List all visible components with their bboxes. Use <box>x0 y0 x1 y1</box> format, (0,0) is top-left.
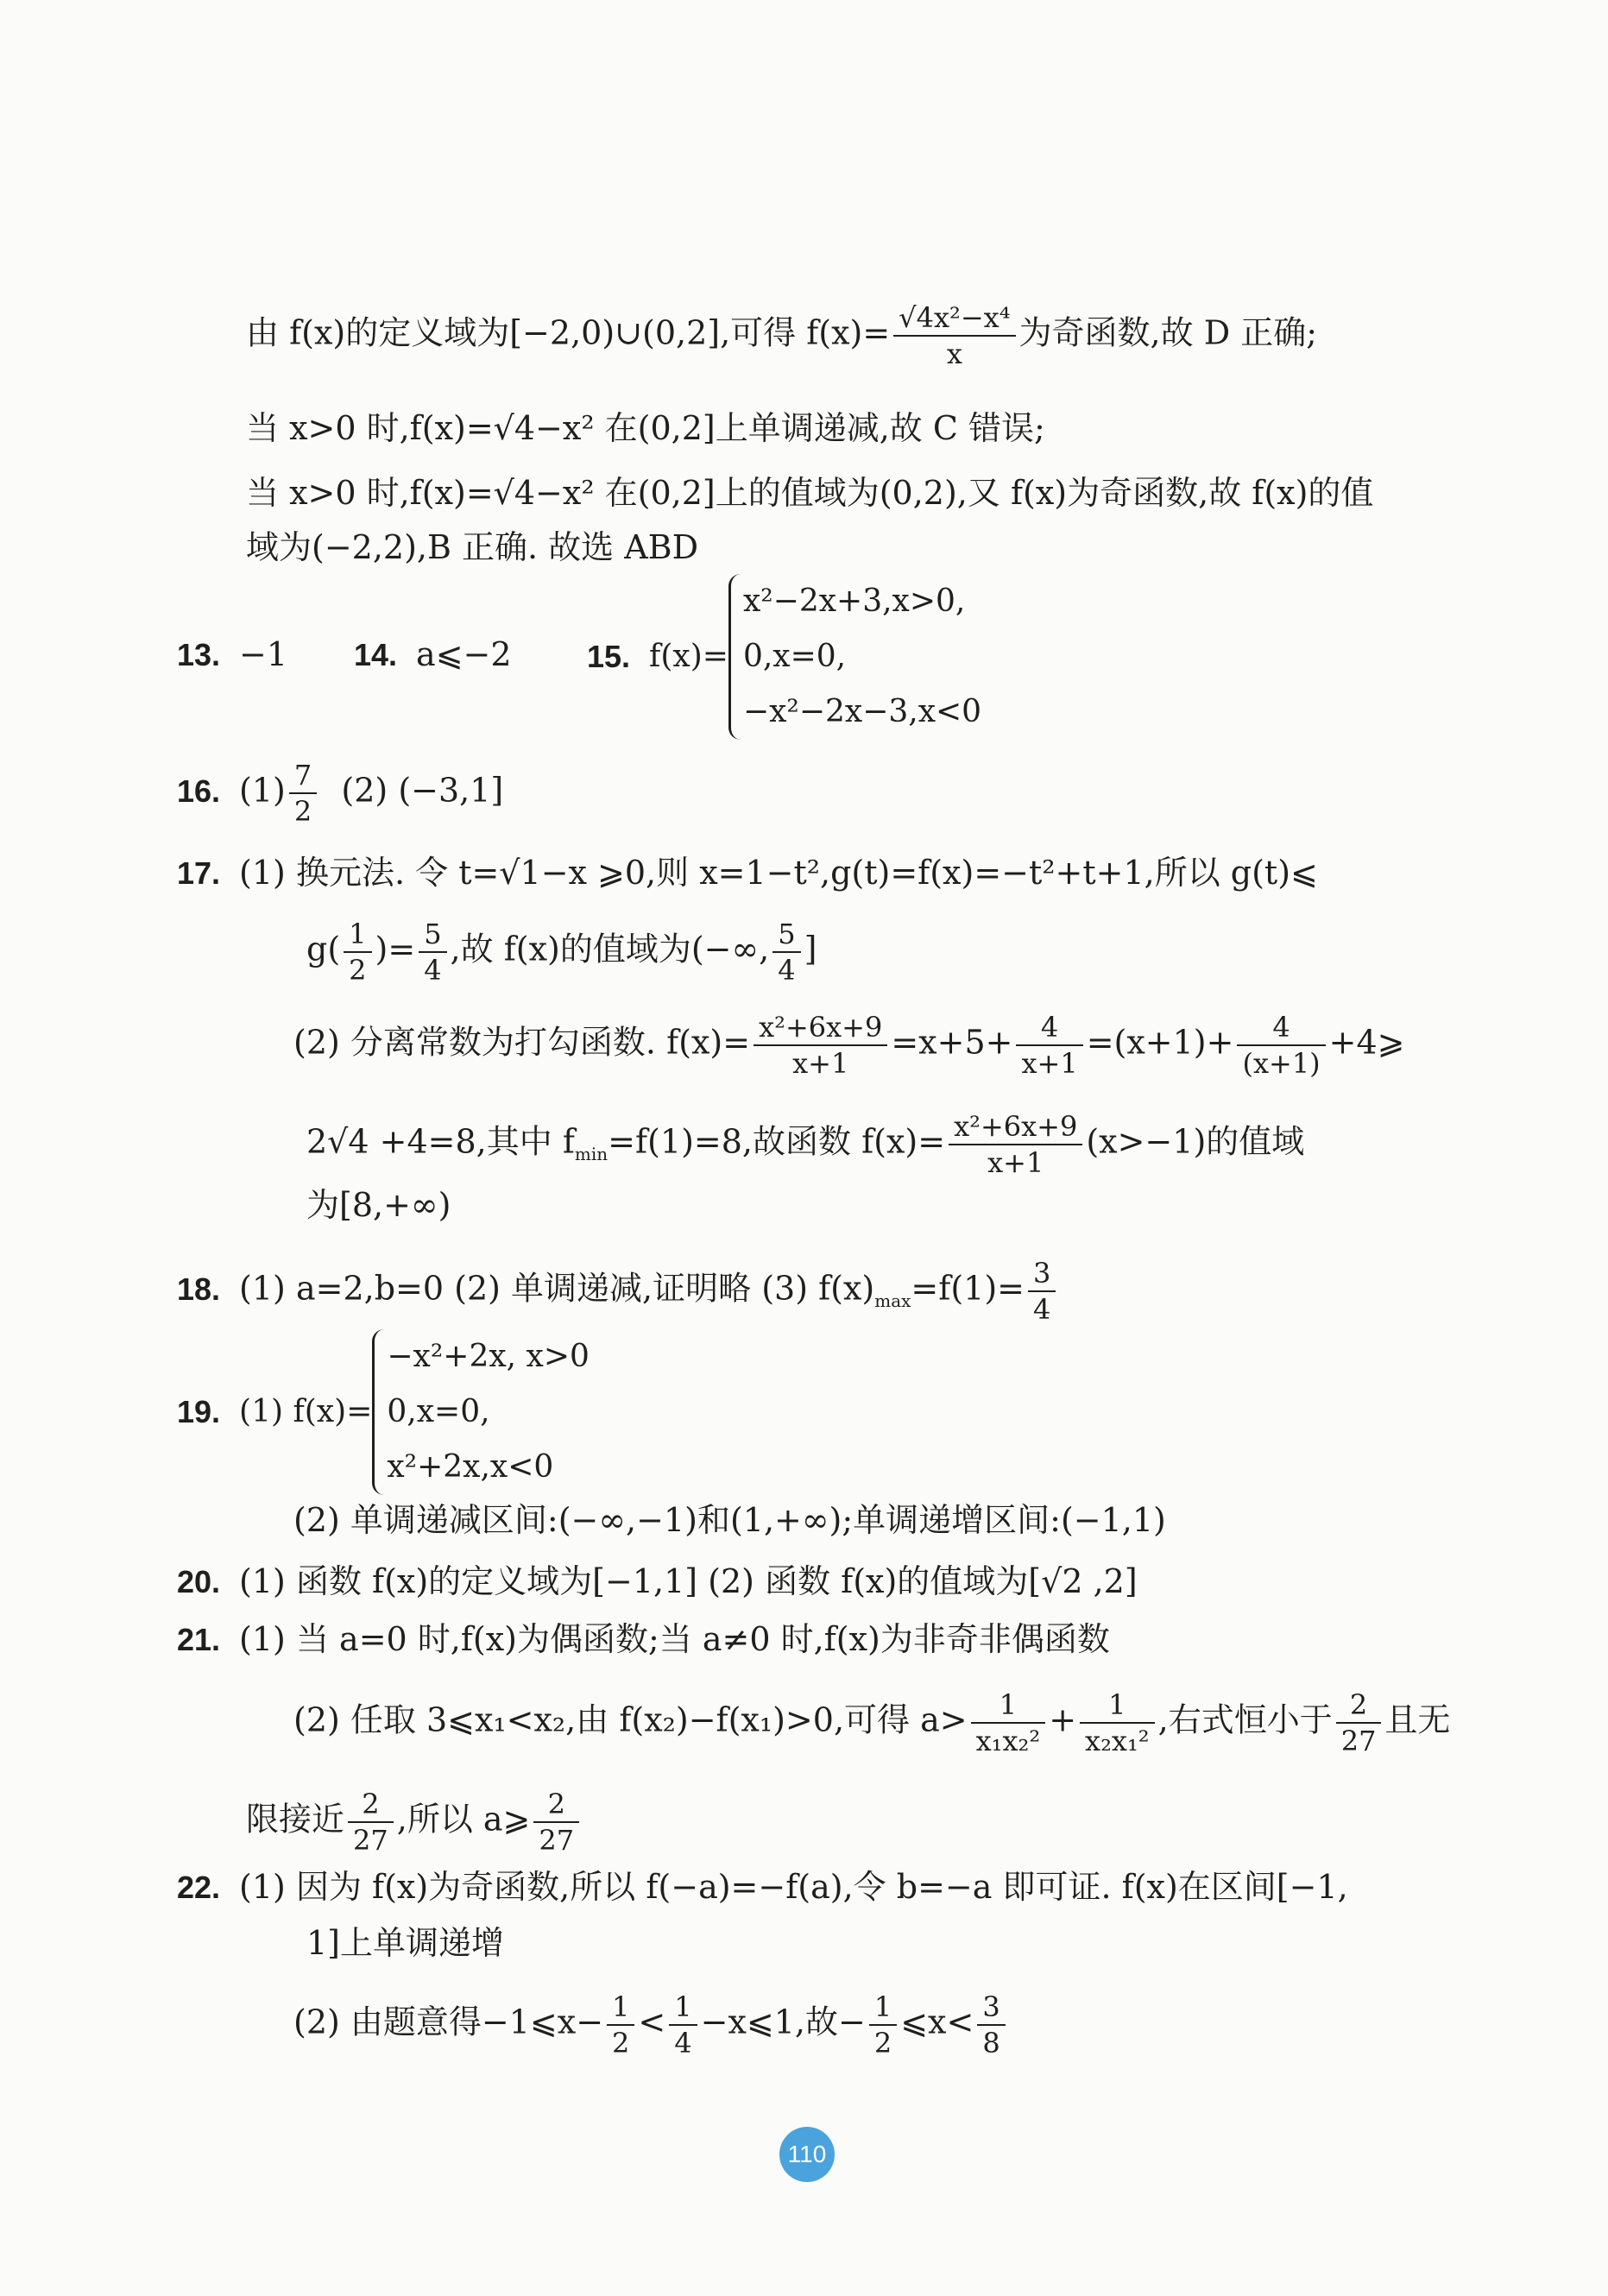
text-line-4: 域为(−2,2),B 正确. 故选 ABD <box>246 528 699 566</box>
part-2-text: (2) (−3,1] <box>341 771 504 810</box>
text-segment: 为奇函数,故 D 正确; <box>1018 313 1318 352</box>
fraction: $\frac{1}{\text{x₁x₂²}}$ <box>971 1687 1046 1758</box>
fraction: $\frac{1}{\text{x₂x₁²}}$ <box>1080 1687 1155 1758</box>
text-line-2: 当 x>0 时,f(x)=√4−x² 在(0,2]上单调递减,故 C 错误; <box>246 409 1045 447</box>
answer-17-line-4: 2√4 +4=8,其中 $f_{min}=f(1)=8$,故函数 f(x)= $\frac{\text{x²+6x+9}}{x+1}$ (x>−1)的值域 <box>306 1110 1305 1179</box>
question-number: 20. <box>177 1564 221 1599</box>
answer-21-line-3: 限接近 $\frac{2}{27}$ ,所以 a⩾ $\frac{2}{27}$ <box>246 1787 583 1858</box>
fraction: $\frac{3}{4}$ <box>1028 1256 1056 1327</box>
answer-16 <box>177 758 503 829</box>
fraction: $\frac{1}{2}$ <box>607 1990 634 2060</box>
answer-20: 20. (1) 函数 f(x)的定义域为[−1,1] (2) 函数 f(x)的值域为[√2 ,2] <box>177 1559 1138 1605</box>
page-number: 110 <box>779 2127 835 2182</box>
fraction: $\frac{\text{√4x²−x⁴}}{x}$ <box>893 300 1015 371</box>
fraction: $\frac{\text{x²+6x+9}}{x+1}$ <box>754 1010 887 1081</box>
function-lhs: (1) f(x)= <box>239 1394 373 1429</box>
fraction: $\frac{2}{27}$ <box>348 1787 394 1858</box>
fraction: $\frac{5}{4}$ <box>772 917 800 987</box>
question-number: 17. <box>177 855 221 891</box>
answer-text: a⩽−2 <box>416 635 512 673</box>
answer-21-line-2: (2) 任取 3⩽x₁<x₂,由 f(x₂)−f(x₁)>0,可得 a> $\frac{1}{\text{x₁x₂²}}$ + $\frac{1}{\text{x₂x₁²}}$ ,右式恒小于 $\frac{2}{27}$ 且无 <box>293 1688 1451 1757</box>
question-number: 16. <box>177 773 221 809</box>
text-line-1 <box>246 300 1317 371</box>
answer-17-line-3: (2) 分离常数为打勾函数. f(x)= $\frac{\text{x²+6x+9}}{x+1}$ =x+5+ $\frac{4}{x+1}$ =(x+1)+ $\frac{4}{(x+1)}$ +4⩾ <box>293 1011 1405 1080</box>
answer-19 <box>177 1329 590 1495</box>
part-label: (1) <box>239 771 286 810</box>
case-line: x²−2x+3,x>0, <box>742 583 966 619</box>
answer-22-line-1: 22. (1) 因为 f(x)为奇函数,所以 f(−a)=−f(a),令 b=−a 即可证. f(x)在区间[−1, <box>177 1864 1348 1910</box>
fraction: $\frac{1}{2}$ <box>344 917 371 987</box>
answer-19-part-2: (2) 单调递减区间:(−∞,−1)和(1,+∞);单调递增区间:(−1,1) <box>293 1501 1166 1539</box>
answer-22-line-2: 1]上单调递增 <box>306 1924 505 1962</box>
question-number: 15. <box>587 639 631 674</box>
answer-13 <box>177 632 287 678</box>
question-number: 13. <box>177 637 221 672</box>
case-line: x²+2x,x<0 <box>387 1449 554 1485</box>
text-segment: 由 f(x)的定义域为[−2,0)∪(0,2],可得 f(x)= <box>246 313 891 352</box>
answer-21-line-1: 21. (1) 当 a=0 时,f(x)为偶函数;当 a≠0 时,f(x)为非奇非偶函数 <box>177 1617 1110 1662</box>
answer-17-line-1 <box>177 850 1318 896</box>
text-line-3: 当 x>0 时,f(x)=√4−x² 在(0,2]上的值域为(0,2),又 f(x)为奇函数,故 f(x)的值 <box>246 474 1374 512</box>
piecewise-cases <box>372 1329 590 1495</box>
fraction: $\frac{5}{4}$ <box>419 917 446 987</box>
case-line: 0,x=0, <box>387 1394 490 1429</box>
answer-text: −1 <box>239 635 288 673</box>
fraction: $\frac{3}{8}$ <box>977 1990 1005 2060</box>
answer-17-line-2: g( $\frac{1}{2}$ )= $\frac{5}{4}$ ,故 f(x)的值域为(−∞, $\frac{5}{4}$ ] <box>306 918 817 987</box>
piecewise-cases <box>728 574 981 740</box>
fraction: $\frac{2}{27}$ <box>533 1787 579 1858</box>
text-segment: (1) 换元法. 令 t=√1−x ⩾0,则 x=1−t²,g(t)=f(x)=−t²+t+1,所以 g(t)⩽ <box>239 854 1318 892</box>
fraction: $\frac{2}{27}$ <box>1336 1687 1382 1758</box>
question-number: 14. <box>354 637 398 672</box>
fraction: $\frac{1}{4}$ <box>669 1990 697 2060</box>
case-line: −x²−2x−3,x<0 <box>742 694 982 729</box>
question-number: 18. <box>177 1271 221 1307</box>
function-lhs: f(x)= <box>649 639 728 674</box>
answer-18: 18. (1) a=2,b=0 (2) 单调递减,证明略 (3) $f(x)_{max}=f(1)=$ $\frac{3}{4}$ <box>177 1256 1059 1327</box>
fraction: $\frac{7}{2}$ <box>289 758 317 829</box>
fraction: $\frac{1}{2}$ <box>869 1990 897 2060</box>
answer-14 <box>354 632 512 678</box>
case-line: 0,x=0, <box>742 639 847 674</box>
answer-17-line-5: 为[8,+∞) <box>306 1186 451 1224</box>
question-number: 22. <box>177 1870 221 1905</box>
question-number: 19. <box>177 1394 221 1429</box>
fraction: $\frac{\text{x²+6x+9}}{x+1}$ <box>949 1109 1082 1180</box>
answer-22-line-3: (2) 由题意得−1⩽x− $\frac{1}{2}$ < $\frac{1}{4}$ −x⩽1,故− $\frac{1}{2}$ ⩽x< $\frac{3}{8}$ <box>293 1990 1009 2060</box>
question-number: 21. <box>177 1622 221 1657</box>
fraction: $\frac{4}{x+1}$ <box>1016 1010 1082 1081</box>
fraction: $\frac{4}{(x+1)}$ <box>1237 1010 1325 1081</box>
answer-15 <box>587 574 981 740</box>
case-line: −x²+2x, x>0 <box>387 1339 590 1374</box>
